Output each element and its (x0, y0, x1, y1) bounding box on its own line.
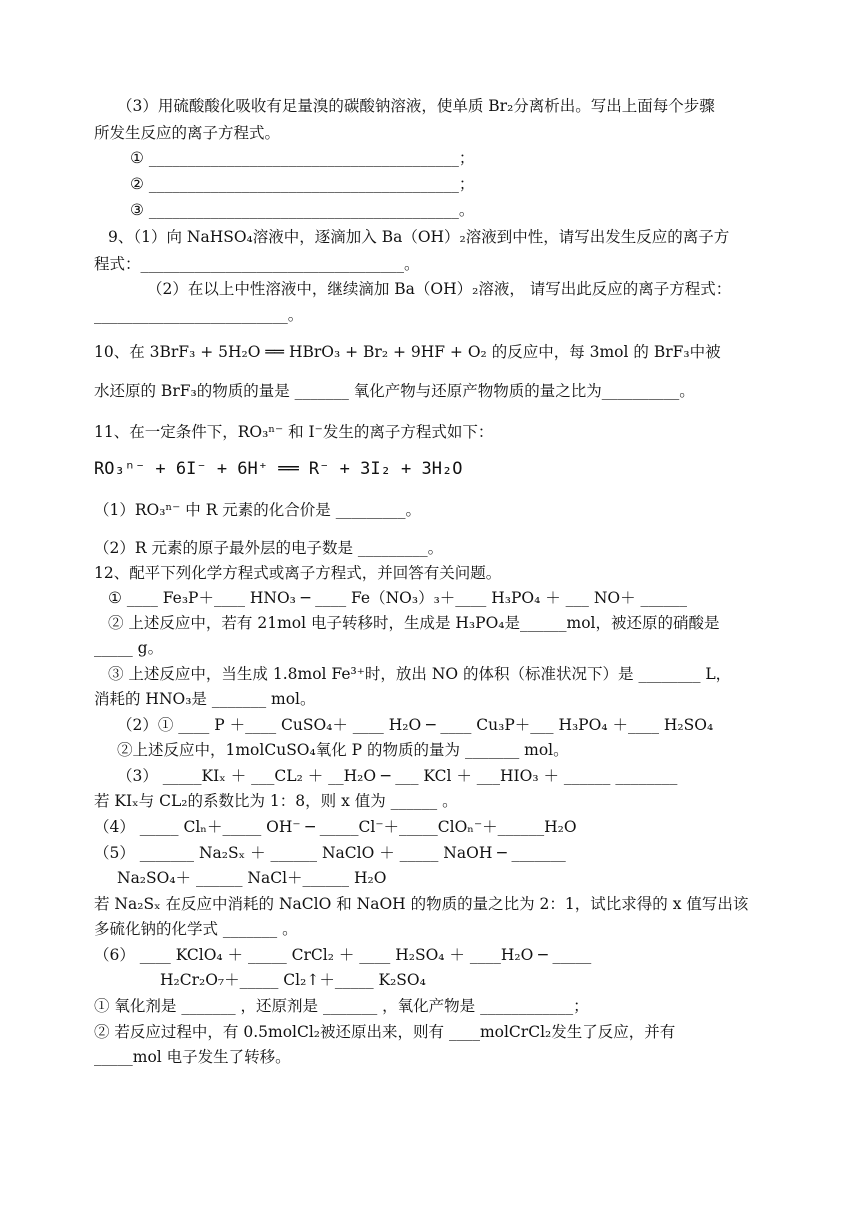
question-12-6-sub2: ② 若反应过程中，有 0.5molCl₂被还原出来，则有 ____molCrCl₂发生了反应，并有 (94, 1023, 676, 1041)
answer-blank-1: ① ________________________________________； (130, 149, 475, 167)
question-12-3-equation: （3） _____KIₓ ＋ ___CL₂ ＋ __H₂O ─ ___ KCl ＋ ___HIO₃ ＋ ______ ________ (117, 767, 678, 785)
question-9-part-2-blank: _________________________。 (94, 306, 304, 324)
question-12-5-formula: 多硫化钠的化学式 _______ 。 (94, 920, 298, 938)
question-12-5-equation: （5） _______ Na₂Sₓ ＋ ______ NaClO ＋ _____ NaOH ─ _______ (94, 844, 566, 862)
question-12-6-sub1: ① 氧化剂是 _______ ，还原剂是 _______ ，氧化产物是 ____________； (94, 997, 589, 1015)
question-11-part-1: （1）RO₃ⁿ⁻ 中 R 元素的化合价是 _________。 (94, 501, 421, 519)
line-q8-3-prompt-cont: 所发生反应的离子方程式。 (94, 124, 281, 142)
question-10: 10、在 3BrF₃ + 5H₂O ══ HBrO₃ + Br₂ + 9HF + O₂ 的反应中，每 3mol 的 BrF₃中被 (94, 343, 721, 361)
question-10-cont: 水还原的 BrF₃的物质的量是 _______ 氧化产物与还原产物物质的量之比为__________。 (94, 382, 695, 400)
question-12-5-ratio: 若 Na₂Sₓ 在反应中消耗的 NaClO 和 NaOH 的物质的量之比为 2：1，试比求得的 x 值写出该 (94, 895, 749, 913)
question-12-3-ratio: 若 KIₓ与 CL₂的系数比为 1：8，则 x 值为 ______ 。 (94, 792, 458, 810)
question-12-1-sub2-cont: _____ g。 (94, 639, 164, 657)
answer-blank-2: ② ________________________________________； (130, 175, 475, 193)
question-12-6-equation: （6） ____ KClO₄ ＋ _____ CrCl₂ ＋ ____ H₂SO₄ ＋ ____H₂O ─ _____ (94, 946, 592, 964)
question-12-6-sub2-cont: _____mol 电子发生了转移。 (94, 1048, 291, 1066)
question-12-5-equation-cont: Na₂SO₄＋ ______ NaCl＋______ H₂O (117, 869, 387, 887)
question-12-1-sub2: ② 上述反应中，若有 21mol 电子转移时，生成是 H₃PO₄是______mol，被还原的硝酸是 (108, 614, 720, 632)
question-12-6-equation-cont: H₂Cr₂O₇＋_____ Cl₂↑＋_____ K₂SO₄ (160, 971, 426, 989)
question-12-1-sub3: ③ 上述反应中，当生成 1.8mol Fe³⁺时，放出 NO 的体积（标准状况下）是 ________ L， (108, 665, 732, 683)
question-11: 11、在一定条件下，RO₃ⁿ⁻ 和 I⁻发生的离子方程式如下： (94, 423, 494, 441)
question-9-part-1: 9、（1）向 NaHSO₄溶液中，逐滴加入 Ba（OH）₂溶液到中性，请写出发生反应的离子方 (108, 228, 730, 246)
question-12-2-sub2: ②上述反应中，1molCuSO₄氧化 P 的物质的量为 _______ mol。 (117, 741, 569, 759)
question-11-equation: RO₃ⁿ⁻ + 6I⁻ + 6H⁺ ══ R⁻ + 3I₂ + 3H₂O (94, 459, 463, 479)
question-12-4-equation: （4） _____ Clₙ＋_____ OH⁻ ─ _____Cl⁻＋_____ClOₙ⁻＋______H₂O (94, 818, 577, 836)
question-12-2-equation: （2）① ____ P ＋____ CuSO₄＋ ____ H₂O ─ ____ Cu₃P＋___ H₃PO₄ ＋____ H₂SO₄ (117, 716, 714, 734)
question-12-1-equation: ① ____ Fe₃P＋____ HNO₃ ─ ____ Fe（NO₃）₃＋____ H₃PO₄ ＋ ___ NO＋ ______ (108, 589, 688, 607)
question-12: 12、配平下列化学方程式或离子方程式，并回答有关问题。 (94, 564, 502, 582)
question-12-1-sub3-cont: 消耗的 HNO₃是 _______ mol。 (94, 690, 316, 708)
question-11-part-2: （2）R 元素的原子最外层的电子数是 _________。 (94, 539, 444, 557)
answer-blank-3: ③ ________________________________________。 (130, 201, 475, 219)
question-9-part-1-cont: 程式：__________________________________。 (94, 255, 420, 273)
question-9-part-2: （2）在以上中性溶液中，继续滴加 Ba（OH）₂溶液， 请写出此反应的离子方程式： (147, 280, 732, 298)
line-q8-3-prompt: （3）用硫酸酸化吸收有足量溴的碳酸钠溶液，使单质 Br₂分离析出。写出上面每个步骤 (117, 97, 715, 115)
